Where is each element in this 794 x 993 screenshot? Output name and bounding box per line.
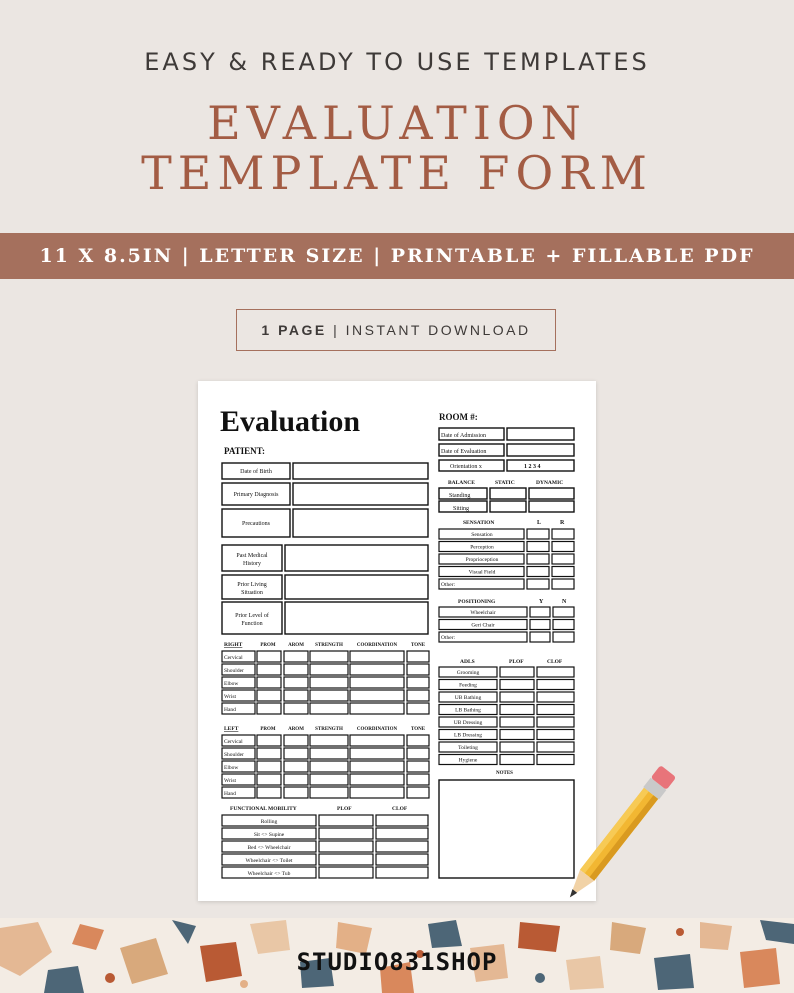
orientation-label: Orientation x [450,464,482,470]
sensation-cell [527,554,549,564]
page-count-box [236,309,556,351]
sensation-l-header: L [537,520,542,526]
rom-cell [407,761,429,772]
rom-cell [407,748,429,759]
positioning-cell [530,632,550,642]
form-heading: Evaluation [220,405,361,438]
rom-column-header: STRENGTH [315,727,343,732]
history-label: Function [241,621,263,627]
adl-cell [537,692,574,702]
rom-cell [284,761,308,772]
mobility-label: Wheelchair <> Toilet [245,858,293,864]
patient-label: PATIENT: [224,446,266,456]
adl-cell [500,680,534,690]
adls-plof-header: PLOF [509,659,524,665]
rom-cell [350,677,404,688]
mobility-cell [376,815,428,826]
rom-cell [257,748,281,759]
info-label: Precautions [242,521,270,527]
rom-cell [257,787,281,798]
page-count-label: 1 PAGE [261,322,327,338]
adl-cell [500,742,534,752]
adl-cell [537,680,574,690]
mobility-cell [376,828,428,839]
mobility-cell [376,854,428,865]
sensation-cell [527,542,549,552]
rom-cell [284,748,308,759]
joint-label: Cervical [224,739,243,745]
sensation-label: Sensation [471,532,493,538]
rom-cell [257,651,281,662]
positioning-cell [553,632,574,642]
form-grids [222,529,574,878]
positioning-cell [553,607,574,617]
mobility-cell [319,815,373,826]
joint-label: Cervical [224,655,243,661]
form-preview-svg [198,381,596,901]
rom-cell [350,703,404,714]
dynamic-header: DYNAMIC [536,480,564,486]
adl-label: LB Dressing [454,732,482,739]
mobility-label: Rolling [260,819,278,825]
info-label: Date of Birth [240,469,272,475]
rom-column-header: TONE [410,643,426,648]
positioning-label: Geri Chair [471,622,495,629]
page-title [0,98,794,198]
sensation-cell [552,554,574,564]
rom-cell [257,703,281,714]
rom-cell [284,774,308,785]
mobility-label: Bed <> Wheelchair [247,845,291,851]
title-line-1: EVALUATION [207,96,587,150]
instant-download-label: | INSTANT DOWNLOAD [326,322,531,338]
functional-mobility-header: FUNCTIONAL MOBILITY [230,806,297,812]
positioning-n-header: N [562,599,567,605]
rom-cell [407,651,429,662]
rom-cell [284,664,308,675]
adl-label: Toileting [458,745,478,751]
sensation-label: Proprioception [465,557,499,563]
rom-cell [310,787,348,798]
rom-cell [257,664,281,675]
rom-cell [310,664,348,675]
orientation-numbers: 1 2 3 4 [524,464,541,470]
rom-cell [350,690,404,701]
sensation-cell [527,579,549,589]
positioning-header: POSITIONING [458,599,496,605]
rom-cell [310,761,348,772]
joint-label: Elbow [224,681,239,687]
rom-cell [350,664,404,675]
positioning-cell [553,620,574,630]
adl-cell [537,667,574,677]
shop-brand: STUDIO831SHOP [296,948,498,976]
mobility-cell [376,867,428,878]
adl-label: Feeding [459,682,477,689]
rom-cell [350,748,404,759]
joint-label: Hand [224,707,236,713]
adl-label: Hygiene [458,757,478,764]
sitting-label: Sitting [453,506,470,512]
history-label: Prior Level of [235,613,269,619]
rom-column-header: COORDINATION [356,727,398,732]
sensation-cell [552,579,574,589]
mobility-label: Wheelchair <> Tub [247,871,291,877]
adl-cell [500,705,534,715]
sensation-cell [552,567,574,577]
history-label: Prior Living [237,582,267,588]
rom-cell [257,690,281,701]
adl-cell [500,717,534,727]
joint-label: Elbow [224,765,239,771]
rom-cell [310,748,348,759]
rom-cell [350,735,404,746]
positioning-y-header: Y [539,599,544,605]
pencil-illustration [540,745,710,915]
sensation-r-header: R [560,520,565,526]
balance-header: BALANCE [448,480,475,486]
mobility-cell [319,841,373,852]
joint-label: Shoulder [224,668,244,674]
rom-cell [407,774,429,785]
rom-cell [407,787,429,798]
form-labels [220,405,567,877]
joint-label: Wrist [224,778,236,784]
sensation-label: Visual Field [468,569,496,576]
adl-label: UB Bathing [454,695,482,701]
mobility-cell [319,828,373,839]
adls-clof-header: CLOF [547,659,563,665]
standing-label: Standing [449,493,471,499]
adls-header: ADLS [460,659,475,665]
adl-label: LB Bathing [455,707,481,714]
rom-cell [310,690,348,701]
rom-cell [284,787,308,798]
rom-cell [350,787,404,798]
tagline: EASY & READY TO USE TEMPLATES [144,48,650,76]
rom-cell [350,651,404,662]
rom-column-header: AROM [288,643,304,648]
rom-cell [284,677,308,688]
joint-label: Shoulder [224,752,244,758]
spec-band: 11 X 8.5IN | LETTER SIZE | PRINTABLE + FILLABLE PDF [0,233,794,279]
history-label: History [243,561,261,567]
adl-label: Grooming [456,670,480,676]
sensation-cell [527,529,549,539]
mobility-cell [319,854,373,865]
adl-cell [500,755,534,765]
adl-cell [500,667,534,677]
sensation-label: Perception [470,544,494,551]
adl-label: UB Dressing [453,720,483,726]
rom-cell [284,651,308,662]
date-evaluation-label: Date of Evaluation [441,449,487,455]
adl-cell [500,730,534,740]
rom-cell [310,774,348,785]
rom-cell [257,761,281,772]
rom-cell [284,703,308,714]
notes-header: NOTES [496,771,513,776]
mobility-cell [319,867,373,878]
rom-cell [407,735,429,746]
rom-cell [310,677,348,688]
rom-cell [310,735,348,746]
rom-cell [407,677,429,688]
mobility-clof-header: CLOF [392,806,408,812]
rom-column-header: PROM [260,643,276,648]
mobility-plof-header: PLOF [337,806,352,812]
rom-cell [257,677,281,688]
rom-cell [257,735,281,746]
right-header: RIGHT [224,642,243,648]
sensation-label: Other: [441,582,456,588]
rom-column-header: AROM [288,727,304,732]
mobility-cell [376,841,428,852]
adl-cell [537,705,574,715]
rom-column-header: COORDINATION [356,643,398,648]
static-header: STATIC [495,480,515,486]
form-preview [198,381,596,901]
rom-cell [407,690,429,701]
rom-cell [284,735,308,746]
adl-cell [537,730,574,740]
title-line-2: TEMPLATE FORM [141,146,653,200]
history-label: Past Medical [236,553,268,559]
sensation-cell [552,542,574,552]
rom-cell [407,664,429,675]
info-label: Primary Diagnosis [233,492,279,498]
rom-column-header: PROM [260,727,276,732]
date-admission-label: Date of Admission [441,433,486,439]
sensation-header: SENSATION [463,520,495,526]
sensation-cell [552,529,574,539]
history-label: Situation [241,590,263,596]
positioning-cell [530,607,550,617]
rom-cell [310,703,348,714]
adl-cell [500,692,534,702]
rom-column-header: STRENGTH [315,643,343,648]
rom-cell [284,690,308,701]
rom-cell [350,761,404,772]
sensation-cell [527,567,549,577]
rom-cell [350,774,404,785]
left-header: LEFT [224,726,239,732]
rom-cell [257,774,281,785]
rom-cell [407,703,429,714]
positioning-label: Wheelchair [470,610,496,616]
joint-label: Hand [224,791,236,797]
room-label: ROOM #: [439,412,478,422]
joint-label: Wrist [224,694,236,700]
rom-cell [310,651,348,662]
rom-column-header: TONE [410,727,426,732]
positioning-label: Other: [441,635,456,641]
adl-cell [537,717,574,727]
mobility-label: Sit <> Supine [253,832,285,838]
positioning-cell [530,620,550,630]
